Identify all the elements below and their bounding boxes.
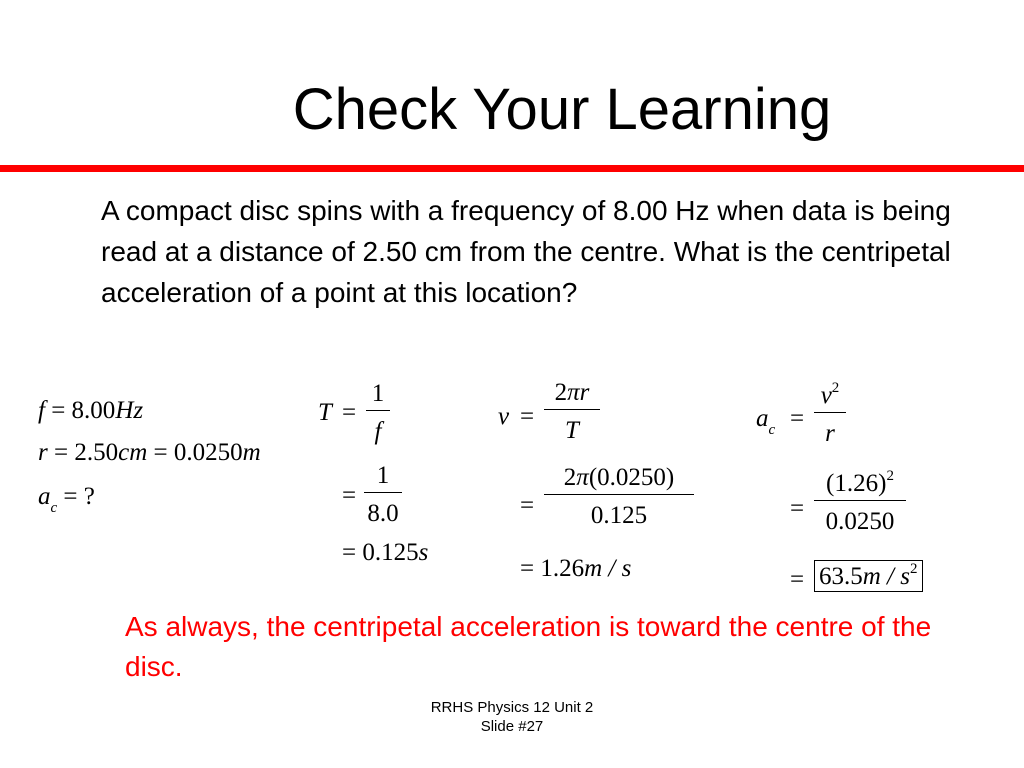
acceleration-subscript: c	[768, 422, 776, 438]
speed-fraction-2	[544, 465, 694, 528]
period-result-unit: s	[418, 539, 429, 566]
period-equals-1: =	[342, 399, 357, 426]
acceleration-unknown: = ?	[57, 483, 95, 510]
fraction-bar	[366, 410, 390, 411]
speed-exponent: 2	[831, 380, 840, 396]
radius-symbol: r	[38, 439, 48, 466]
speed-equals-1: =	[520, 403, 535, 430]
period-denominator-2: 8.0	[367, 500, 399, 528]
title-divider	[0, 165, 1024, 172]
period-result-value: = 0.125	[342, 539, 419, 566]
acceleration-denominator-2: 0.0250	[825, 508, 895, 536]
period-result	[342, 540, 428, 565]
period-fraction-2	[364, 463, 402, 526]
radius-value-cm: = 2.50	[47, 439, 119, 466]
speed-coefficient: 2	[554, 379, 568, 406]
acceleration-denominator-1: r	[825, 420, 835, 448]
pi-symbol: π	[567, 379, 580, 406]
speed-numerator-1	[544, 380, 600, 405]
speed-fraction-1	[544, 380, 600, 443]
acceleration-numerator-1	[814, 380, 846, 409]
speed-numerator-2	[544, 465, 694, 490]
speed-radius-value: (0.0250)	[588, 464, 675, 491]
period-numerator-1: 1	[371, 380, 385, 407]
slide-footer	[420, 698, 604, 736]
radius-unit-m: m	[242, 439, 261, 466]
fraction-bar	[364, 492, 402, 493]
boxed-answer	[814, 560, 923, 592]
acceleration-subscript: c	[50, 500, 58, 516]
frequency-unit: Hz	[115, 397, 144, 424]
radius-unit-cm: cm	[118, 439, 148, 466]
acceleration-symbol: a	[756, 405, 769, 432]
period-lhs: T	[318, 399, 332, 426]
speed-denominator-1: T	[565, 417, 579, 445]
speed-symbol: v	[820, 382, 832, 409]
fraction-bar	[814, 500, 906, 501]
speed-coefficient: 2	[563, 464, 577, 491]
acceleration-equals-2: =	[790, 495, 805, 522]
speed-lhs: v	[498, 403, 510, 430]
slide-title: Check Your Learning	[292, 77, 832, 142]
given-frequency	[38, 398, 143, 423]
radius-value-m: = 0.0250	[147, 439, 243, 466]
period-equals-2: =	[342, 482, 357, 509]
period-fraction-1	[366, 381, 390, 444]
acceleration-equals-1: =	[790, 405, 805, 432]
acceleration-result-value: 63.5	[819, 563, 863, 590]
speed-denominator-2: 0.125	[590, 502, 648, 530]
question-text: A compact disc spins with a frequency of 8.00 Hz when data is being read at a distance of 2.50 cm from the centre. What is the centripetal acceleration of a point at this location?	[101, 195, 951, 308]
acceleration-result	[814, 561, 923, 590]
acceleration-lhs	[756, 405, 776, 438]
acceleration-result-unit: m / s	[862, 563, 910, 590]
speed-equals-2: =	[520, 492, 535, 519]
given-acceleration	[38, 483, 95, 516]
acceleration-equals-3: =	[790, 566, 805, 593]
acceleration-fraction-2	[814, 468, 906, 536]
fraction-bar	[544, 409, 600, 410]
direction-note: As always, the centripetal acceleration is toward the centre of the disc.	[125, 611, 932, 682]
fraction-bar	[814, 412, 846, 413]
frequency-value: = 8.00	[44, 397, 116, 424]
acceleration-numerator-2	[814, 468, 906, 497]
frequency-symbol: f	[38, 397, 45, 424]
speed-value: (1.26)	[826, 470, 887, 497]
speed-result	[520, 556, 631, 581]
pi-symbol: π	[576, 464, 589, 491]
speed-value-exponent: 2	[886, 468, 894, 484]
footer-slide-number: Slide #27	[480, 718, 544, 735]
period-numerator-2: 1	[376, 462, 390, 489]
period-denominator-1: f	[374, 418, 382, 446]
acceleration-result-exponent: 2	[909, 561, 918, 577]
speed-result-value: = 1.26	[520, 555, 585, 582]
acceleration-symbol: a	[38, 483, 51, 510]
acceleration-fraction-1	[814, 380, 846, 448]
radius-symbol: r	[579, 379, 590, 406]
given-radius	[38, 440, 261, 465]
fraction-bar	[544, 494, 694, 495]
speed-result-unit: m / s	[584, 555, 632, 582]
footer-course: RRHS Physics 12 Unit 2	[430, 699, 594, 716]
